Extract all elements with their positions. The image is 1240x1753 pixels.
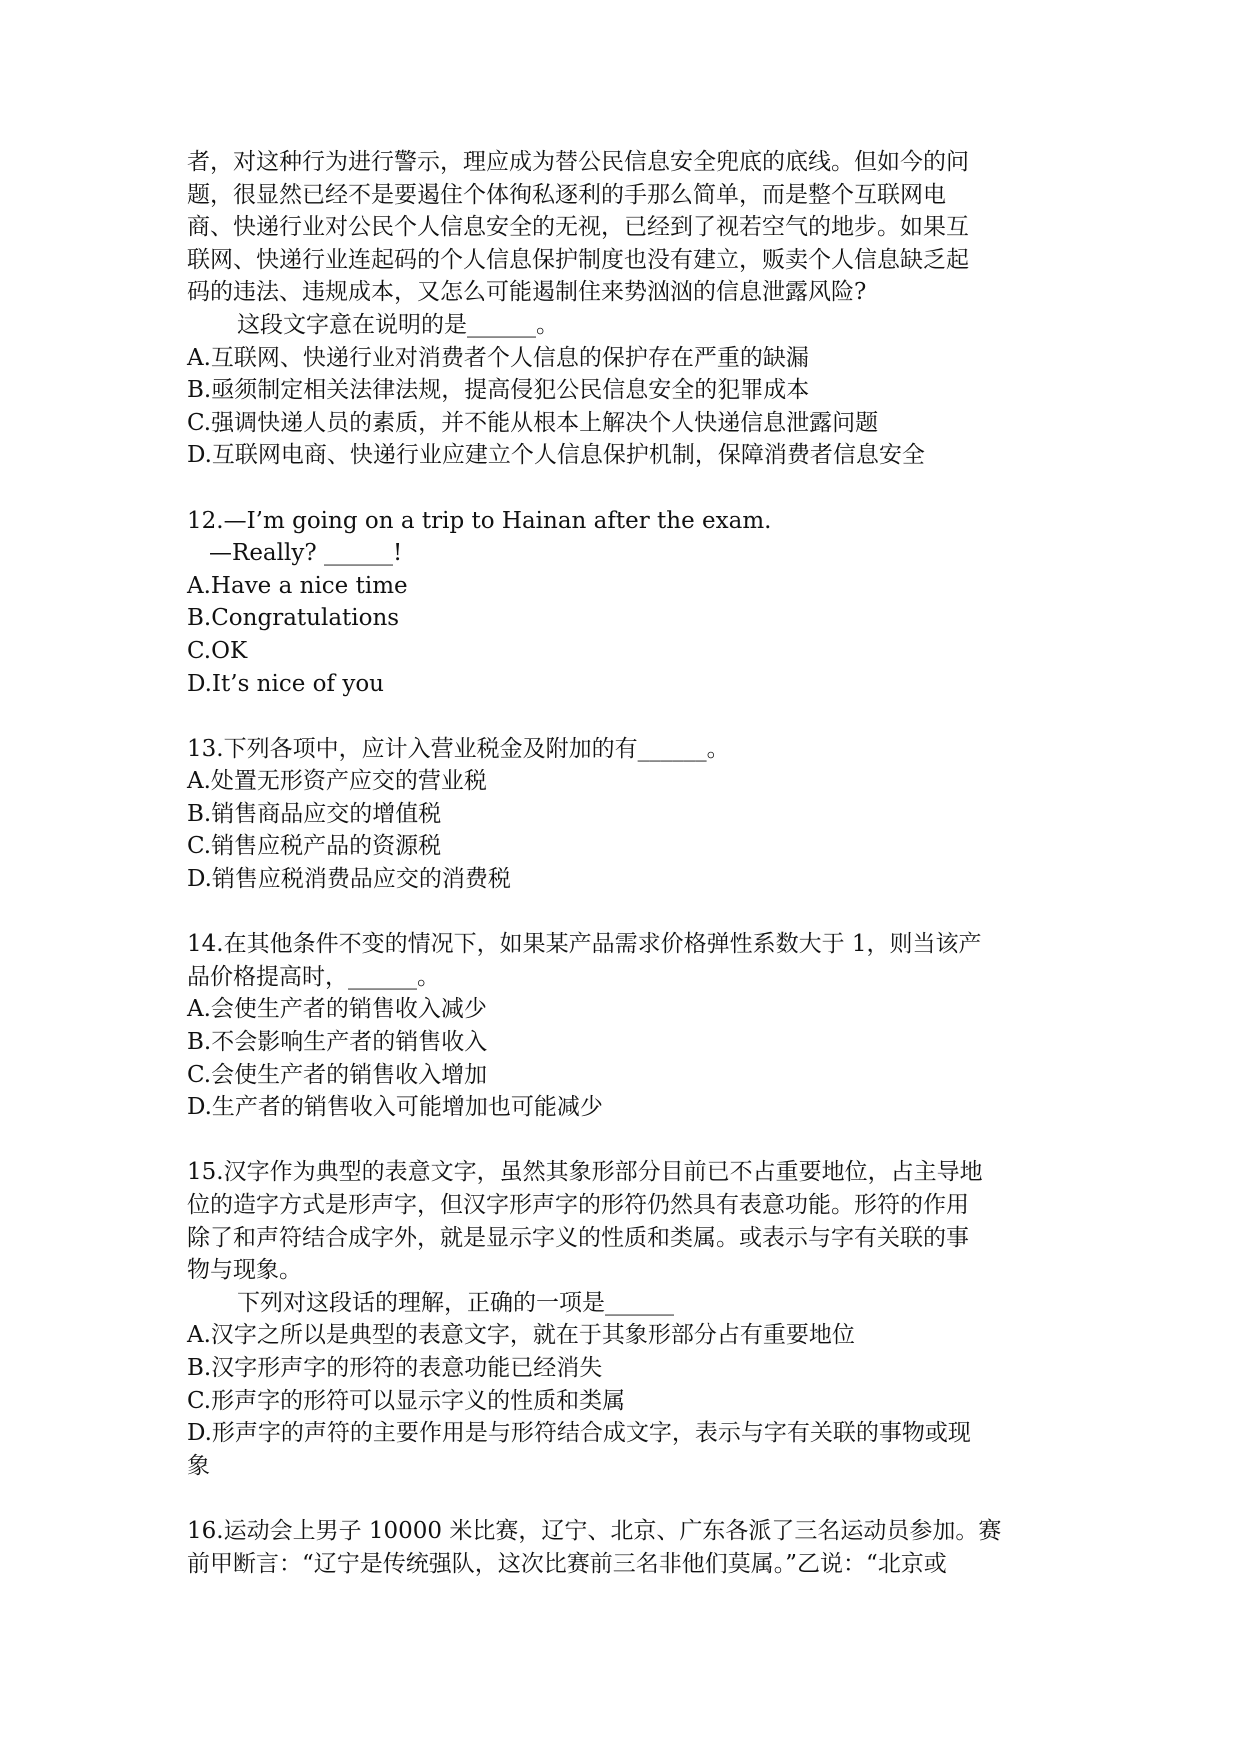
option-d: D.互联网电商、快递行业应建立个人信息保护机制，保障消费者信息安全 — [187, 442, 925, 469]
question-stem: 16.运动会上男子 10000 米比赛，辽宁、北京、广东各派了三名运动员参加。赛 — [187, 1517, 1002, 1544]
option-a: A.会使生产者的销售收入减少 — [187, 996, 487, 1023]
option-a: A.处置无形资产应交的营业税 — [187, 768, 487, 795]
option-c: C.会使生产者的销售收入增加 — [187, 1061, 488, 1088]
passage-line: 者，对这种行为进行警示，理应成为替公民信息安全兜底的底线。但如今的问 — [187, 149, 969, 175]
question-11 — [187, 146, 1067, 472]
question-stem: 前甲断言：“辽宁是传统强队，这次比赛前三名非他们莫属。”乙说：“北京或 — [187, 1550, 947, 1577]
question-stem: 位的造字方式是形声字，但汉字形声字的形符仍然具有表意功能。形符的作用 — [187, 1192, 969, 1218]
document-page — [187, 146, 1067, 1580]
question-stem: 13.下列各项中，应计入营业税金及附加的有______。 — [187, 735, 730, 762]
question-stem: 15.汉字作为典型的表意文字，虽然其象形部分目前已不占重要地位，占主导地 — [187, 1159, 983, 1186]
option-d: D.生产者的销售收入可能增加也可能减少 — [187, 1094, 603, 1121]
option-d: D.It’s nice of you — [187, 670, 384, 697]
question-stem: 物与现象。 — [187, 1257, 302, 1284]
option-b: B.不会影响生产者的销售收入 — [187, 1029, 488, 1056]
option-b: B.销售商品应交的增值税 — [187, 800, 442, 827]
option-b: B.Congratulations — [187, 605, 400, 632]
question-12 — [187, 505, 1067, 701]
passage-line: 码的违法、违规成本，又怎么可能遏制住来势汹汹的信息泄露风险? — [187, 279, 867, 306]
option-d: D.形声字的声符的主要作用是与形符结合成文字，表示与字有关联的事物或现 — [187, 1420, 971, 1447]
option-c: C.形声字的形符可以显示字义的性质和类属 — [187, 1387, 626, 1414]
passage-line: 商、快递行业对公民个人信息安全的无视，已经到了视若空气的地步。如果互 — [187, 214, 969, 241]
question-stem: 品价格提高时，______。 — [187, 963, 440, 990]
option-a: A.汉字之所以是典型的表意文字，就在于其象形部分占有重要地位 — [187, 1322, 855, 1349]
question-13 — [187, 733, 1067, 896]
option-b: B.汉字形声字的形符的表意功能已经消失 — [187, 1354, 603, 1381]
passage-line: 题，很显然已经不是要遏住个体徇私逐利的手那么简单，而是整个互联网电 — [187, 181, 946, 208]
option-a: A.Have a nice time — [187, 572, 408, 599]
option-d: D.销售应税消费品应交的消费税 — [187, 866, 511, 893]
question-prompt: 这段文字意在说明的是______。 — [237, 311, 559, 338]
dialogue-reply: —Really? ______! — [209, 540, 403, 567]
question-prompt: 下列对这段话的理解，正确的一项是______ — [237, 1289, 674, 1316]
passage-line: 联网、快递行业连起码的个人信息保护制度也没有建立，贩卖个人信息缺乏起 — [187, 246, 969, 273]
option-a: A.互联网、快递行业对消费者个人信息的保护存在严重的缺漏 — [187, 344, 809, 371]
question-15 — [187, 1156, 1067, 1482]
option-b: B.亟须制定相关法律法规，提高侵犯公民信息安全的犯罪成本 — [187, 377, 810, 404]
option-d-continued: 象 — [187, 1452, 210, 1479]
question-14 — [187, 928, 1067, 1124]
spacer — [187, 1482, 1067, 1515]
question-stem: 12.—I’m going on a trip to Hainan after the exam. — [187, 507, 772, 534]
option-c: C.OK — [187, 637, 248, 664]
spacer — [187, 472, 1067, 505]
spacer — [187, 700, 1067, 733]
option-c: C.销售应税产品的资源税 — [187, 833, 442, 860]
spacer — [187, 896, 1067, 929]
question-stem: 14.在其他条件不变的情况下，如果某产品需求价格弹性系数大于 1，则当该产 — [187, 931, 982, 958]
spacer — [187, 1124, 1067, 1157]
question-16 — [187, 1515, 1067, 1580]
question-stem: 除了和声符结合成字外，就是显示字义的性质和类属。或表示与字有关联的事 — [187, 1224, 969, 1251]
option-c: C.强调快递人员的素质，并不能从根本上解决个人快递信息泄露问题 — [187, 409, 879, 436]
